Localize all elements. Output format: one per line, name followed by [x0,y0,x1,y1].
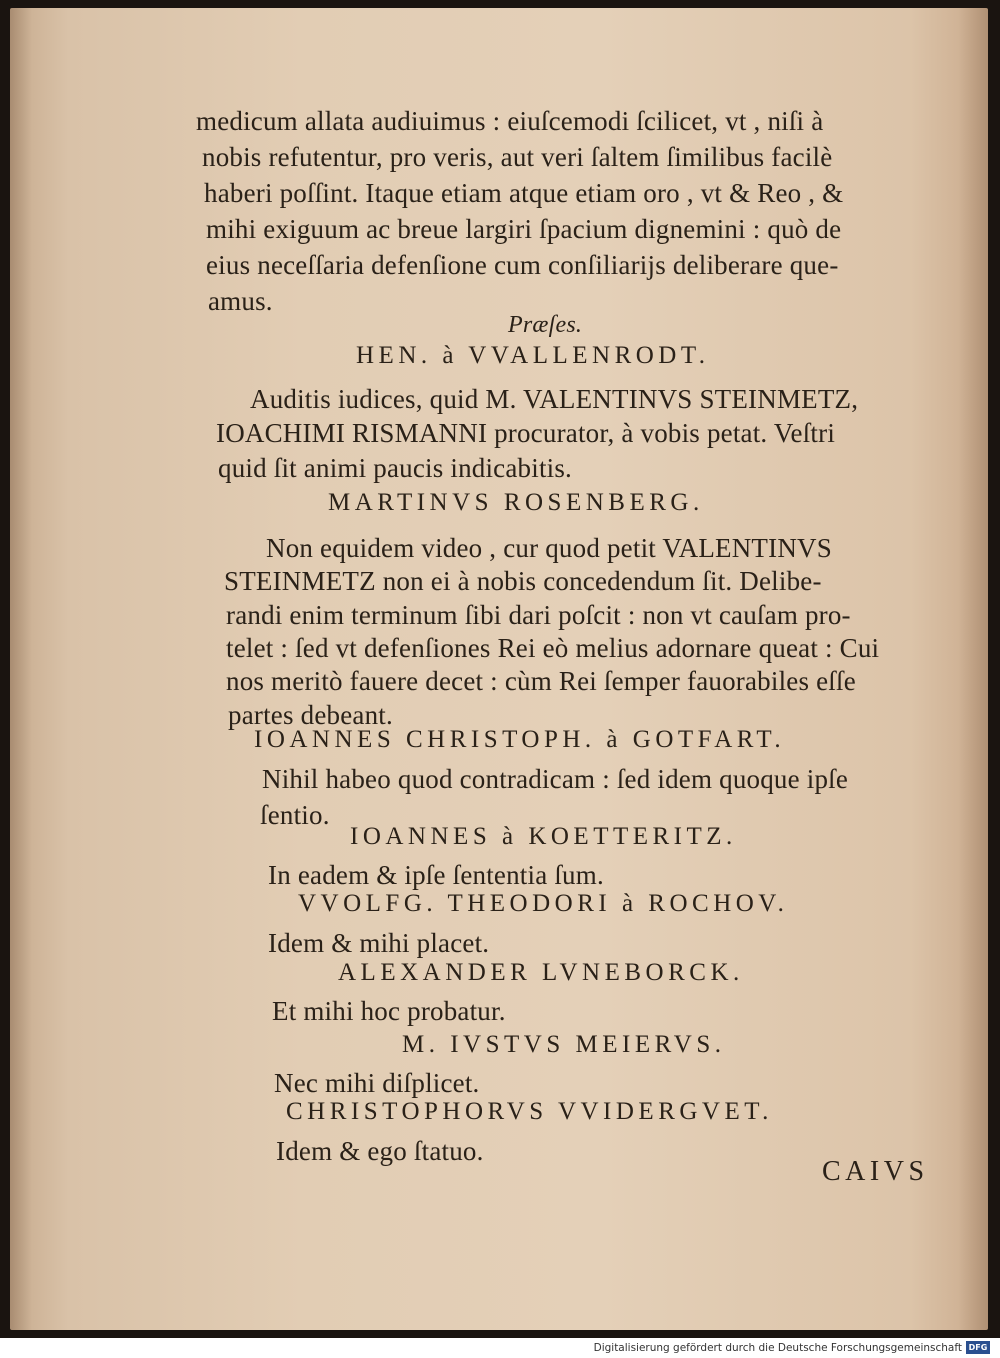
speech-line: randi enim terminum ſibi dari poſcit : non vt cauſam pro- [226,600,851,630]
speech-line: nos meritò fauere decet : cùm Rei ſemper fauorabiles eſſe [226,666,856,696]
speaker-heading: CHRISTOPHORVS VVIDERGVET. [286,1098,773,1125]
digitization-credit: Digitalisierung gefördert durch die Deutsche Forschungsgemeinschaft [593,1342,962,1354]
intro-line: amus. [208,286,273,316]
edge-shadow [958,8,988,1330]
book-page [10,8,988,1330]
intro-line: medicum allata audiuimus : eiuſcemodi ſcilicet, vt , niſi à [196,106,824,136]
gutter-shadow [10,8,32,1330]
speech-line: IOACHIMI RISMANNI procurator, à vobis petat. Veſtri [216,418,836,448]
intro-line: nobis refutentur, pro veris, aut veri ſaltem ſimilibus facilè [202,142,833,172]
speaker-heading: HEN. à VVALLENRODT. [356,342,710,369]
speech-line: Nec mihi diſplicet. [274,1068,480,1098]
footer-bar [0,1338,1000,1358]
praeses-label: Præſes. [508,312,583,338]
speech-line: Non equidem video , cur quod petit VALENTINVS [266,533,832,563]
intro-line: haberi poſſint. Itaque etiam atque etiam oro , vt & Reo , & [204,178,844,208]
speech-line: ſentio. [260,800,330,830]
speaker-heading: IOANNES à KOETTERITZ. [350,823,737,850]
catchword: CAIVS [822,1156,929,1187]
speaker-heading: VVOLFG. THEODORI à ROCHOV. [298,890,789,917]
dfg-logo-icon: DFG [966,1341,990,1354]
speaker-heading: MARTINVS ROSENBERG. [328,489,704,516]
speech-line: Idem & mihi placet. [268,928,490,958]
speech-line: telet : ſed vt defenſiones Rei eò melius adornare queat : Cui [226,633,880,663]
speaker-heading: M. IVSTVS MEIERVS. [402,1031,726,1058]
intro-line: mihi exiguum ac breue largiri ſpacium dignemini : quò de [206,214,842,244]
speech-line: Et mihi hoc probatur. [272,996,506,1026]
speech-line: quid ſit animi paucis indicabitis. [218,453,573,483]
speech-line: partes debeant. [228,700,393,730]
speech-line: Idem & ego ſtatuo. [276,1136,484,1166]
speaker-heading: ALEXANDER LVNEBORCK. [338,959,744,986]
intro-line: eius neceſſaria defenſione cum conſiliarijs deliberare que- [206,250,839,280]
speech-line: Nihil habeo quod contradicam : ſed idem quoque ipſe [262,764,849,794]
speaker-heading: IOANNES CHRISTOPH. à GOTFART. [254,726,786,753]
speech-line: Auditis iudices, quid M. VALENTINVS STEINMETZ, [250,384,859,414]
speech-line: STEINMETZ non ei à nobis concedendum ſit. Delibe- [224,566,822,596]
speech-line: In eadem & ipſe ſententia ſum. [268,860,604,890]
